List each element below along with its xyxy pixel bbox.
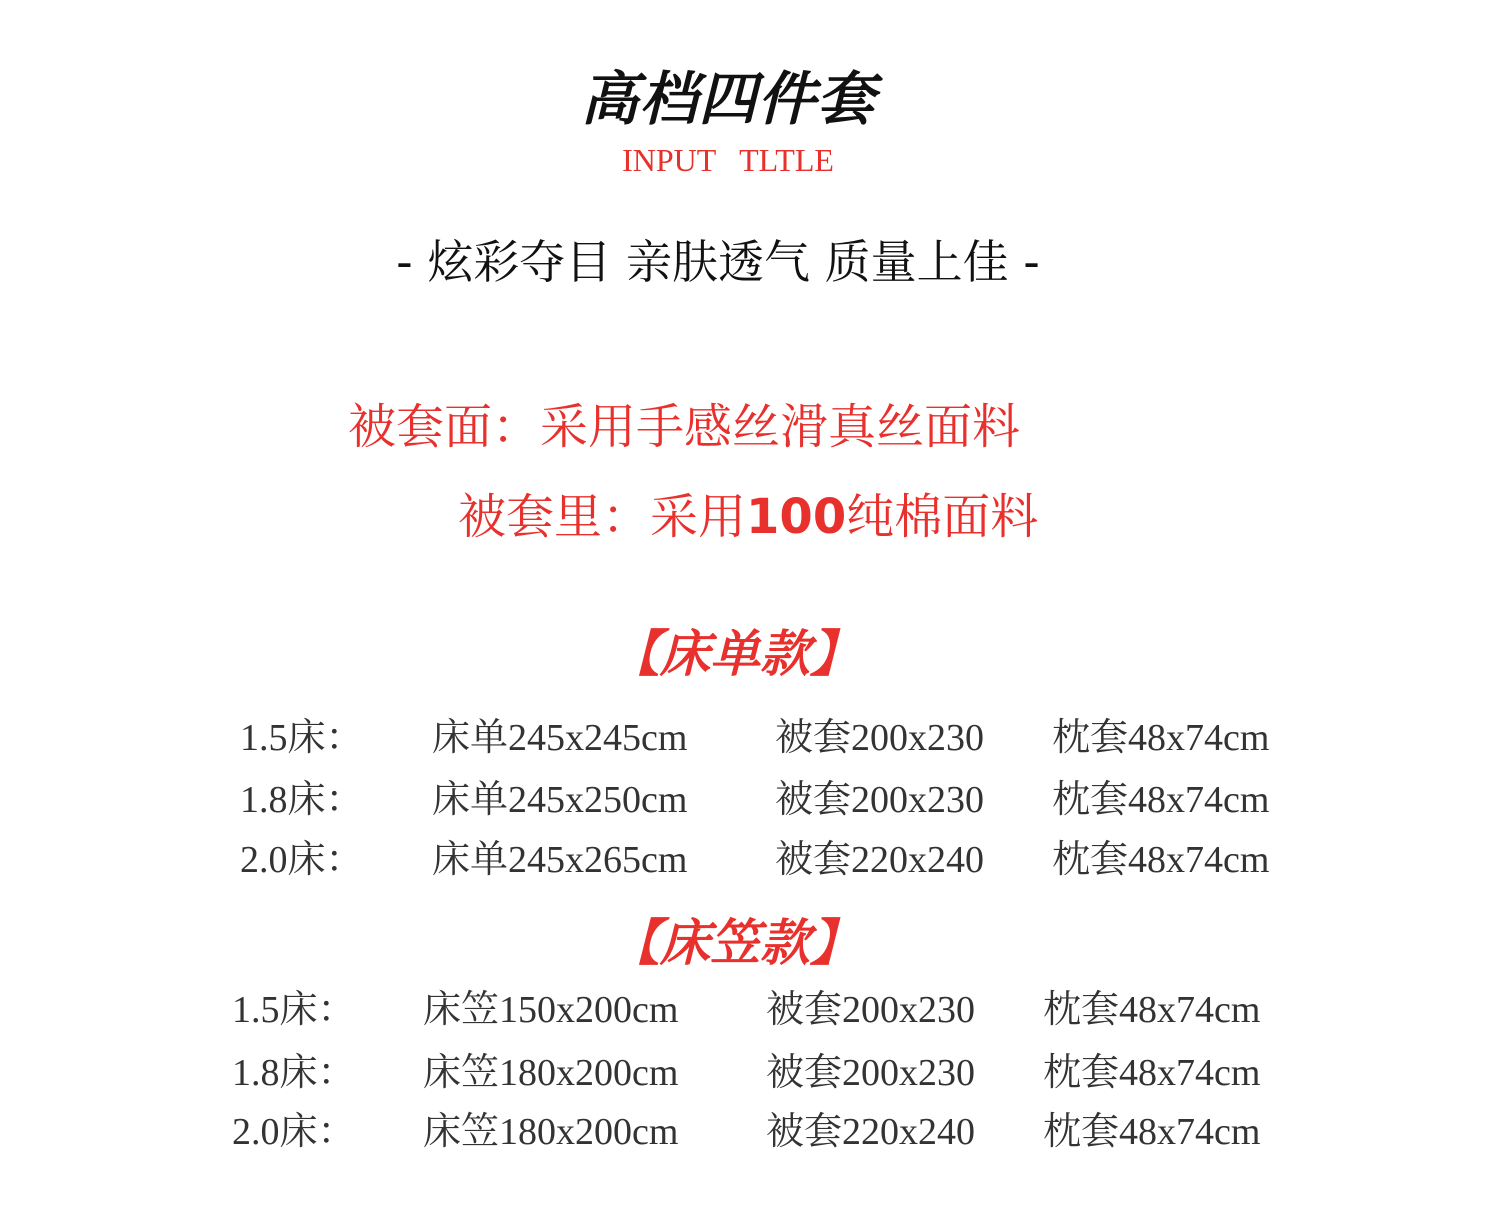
sheet-size: 床笠180x200cm [423, 1111, 679, 1153]
cover-inner-line [458, 478, 1038, 547]
bed-size: 1.8床： [232, 1052, 356, 1094]
size-row [0, 1100, 1500, 1153]
bed-size: 1.8床： [240, 779, 364, 821]
english-subtitle: INPUT TLTLE [622, 142, 834, 178]
pillowcase-size: 枕套48x74cm [1043, 989, 1261, 1031]
size-row [0, 1041, 1500, 1094]
duvet-size: 被套200x230 [766, 1052, 976, 1094]
sheet-size: 床单245x265cm [432, 839, 688, 881]
size-row [0, 706, 1500, 759]
duvet-size: 被套200x230 [775, 779, 985, 821]
section-title-fitted-sheet: 【床笠款】 [610, 914, 860, 972]
sheet-size: 床笠150x200cm [423, 989, 679, 1031]
slogan: - 炫彩夺目 亲肤透气 质量上佳 - [396, 235, 1040, 289]
cover-face-line [348, 388, 1020, 457]
pillowcase-size: 枕套48x74cm [1052, 839, 1270, 881]
cover-inner-prefix: 采用 [650, 489, 747, 545]
cover-inner-suffix: 纯棉面料 [846, 489, 1039, 545]
bed-size: 2.0床： [232, 1111, 356, 1153]
bed-size: 2.0床： [240, 839, 364, 881]
size-row [0, 768, 1500, 821]
bed-size: 1.5床： [232, 989, 356, 1031]
duvet-size: 被套200x230 [775, 717, 985, 759]
bed-size: 1.5床： [240, 717, 364, 759]
size-row [0, 978, 1500, 1031]
cover-face-label: 被套面： [348, 399, 541, 455]
sheet-size: 床笠180x200cm [423, 1052, 679, 1094]
pillowcase-size: 枕套48x74cm [1043, 1052, 1261, 1094]
cover-face-text: 采用手感丝滑真丝面料 [540, 399, 1021, 455]
cover-inner-label: 被套里： [458, 489, 651, 545]
duvet-size: 被套200x230 [766, 989, 976, 1031]
duvet-size: 被套220x240 [766, 1111, 976, 1153]
page-title: 高档四件套 [580, 65, 876, 133]
pillowcase-size: 枕套48x74cm [1052, 779, 1270, 821]
sheet-size: 床单245x250cm [432, 779, 688, 821]
pillowcase-size: 枕套48x74cm [1043, 1111, 1261, 1153]
size-row [0, 828, 1500, 881]
sheet-size: 床单245x245cm [432, 717, 688, 759]
section-title-flat-sheet: 【床单款】 [610, 625, 860, 683]
duvet-size: 被套220x240 [775, 839, 985, 881]
cover-inner-number: 100 [746, 489, 847, 545]
pillowcase-size: 枕套48x74cm [1052, 717, 1270, 759]
